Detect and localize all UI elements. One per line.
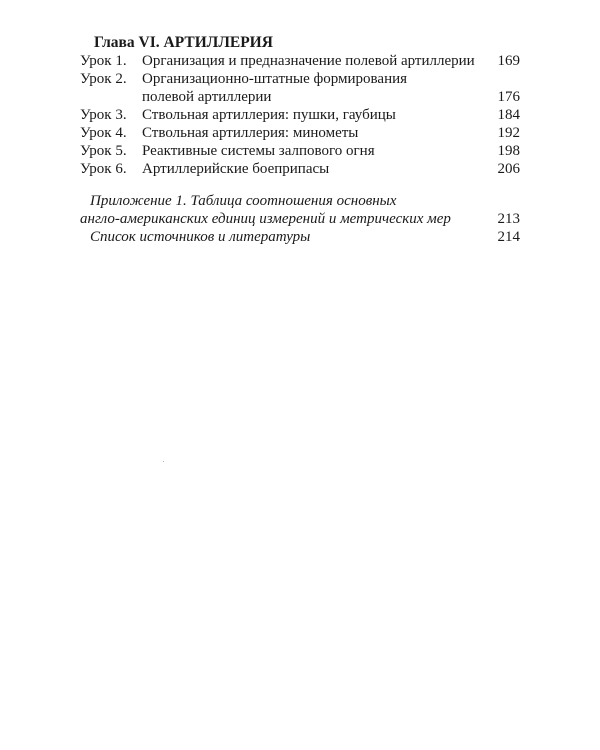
toc-entry-lesson-2: [80, 70, 520, 106]
page-number: 192: [497, 125, 520, 141]
toc-entry-lesson-6: [80, 160, 520, 178]
appendix-title-line: англо-американских единиц измерений и метрических мер: [80, 211, 451, 227]
table-of-contents: [80, 34, 520, 246]
sources-title: Список источников и литературы: [90, 229, 311, 245]
lesson-number: Урок 4.: [80, 125, 127, 141]
page-number: 169: [497, 53, 520, 69]
toc-entry-appendix-line-1: [80, 192, 520, 210]
lesson-title: [142, 142, 482, 160]
page-number: 206: [497, 161, 520, 177]
appendix-section: [80, 192, 520, 246]
lesson-number: Урок 1.: [80, 53, 127, 69]
lesson-title: [142, 106, 482, 124]
lesson-title: [142, 160, 482, 178]
page-number: 198: [497, 143, 520, 159]
lesson-number: Урок 5.: [80, 143, 127, 159]
toc-entry-lesson-4: [80, 124, 520, 142]
lesson-title-line: Реактивные системы залпового огня: [142, 143, 375, 159]
lesson-title: [142, 52, 482, 70]
lesson-number: Урок 3.: [80, 107, 127, 123]
page-number: 176: [497, 89, 520, 105]
toc-entry-lesson-5: [80, 142, 520, 160]
toc-entry-lesson-1: [80, 52, 520, 70]
lesson-title-line: Организационно-штатные формирования: [142, 71, 408, 87]
lesson-title: [142, 70, 482, 106]
chapter-title: Глава VI. АРТИЛЛЕРИЯ: [94, 34, 273, 51]
lesson-number: Урок 2.: [80, 71, 127, 87]
page-number: 213: [497, 211, 520, 227]
lesson-title-line: Артиллерийские боеприпасы: [142, 161, 330, 177]
lesson-title-line: Ствольная артиллерия: минометы: [142, 125, 359, 141]
lesson-title: [142, 124, 482, 142]
lesson-number: Урок 6.: [80, 161, 127, 177]
appendix-title-line: Приложение 1. Таблица соотношения основных: [90, 193, 397, 209]
page-number: 184: [497, 107, 520, 123]
lesson-title-line: Ствольная артиллерия: пушки, гаубицы: [142, 107, 396, 123]
page-number: 214: [497, 229, 520, 245]
toc-entry-lesson-3: [80, 106, 520, 124]
scan-speck: [163, 461, 164, 462]
lesson-title-line: Организация и предназначение полевой артиллерии: [142, 53, 475, 69]
lesson-title-line: полевой артиллерии: [142, 89, 272, 105]
toc-entry-appendix-line-2: [80, 210, 520, 228]
toc-entry-sources: [80, 228, 520, 246]
